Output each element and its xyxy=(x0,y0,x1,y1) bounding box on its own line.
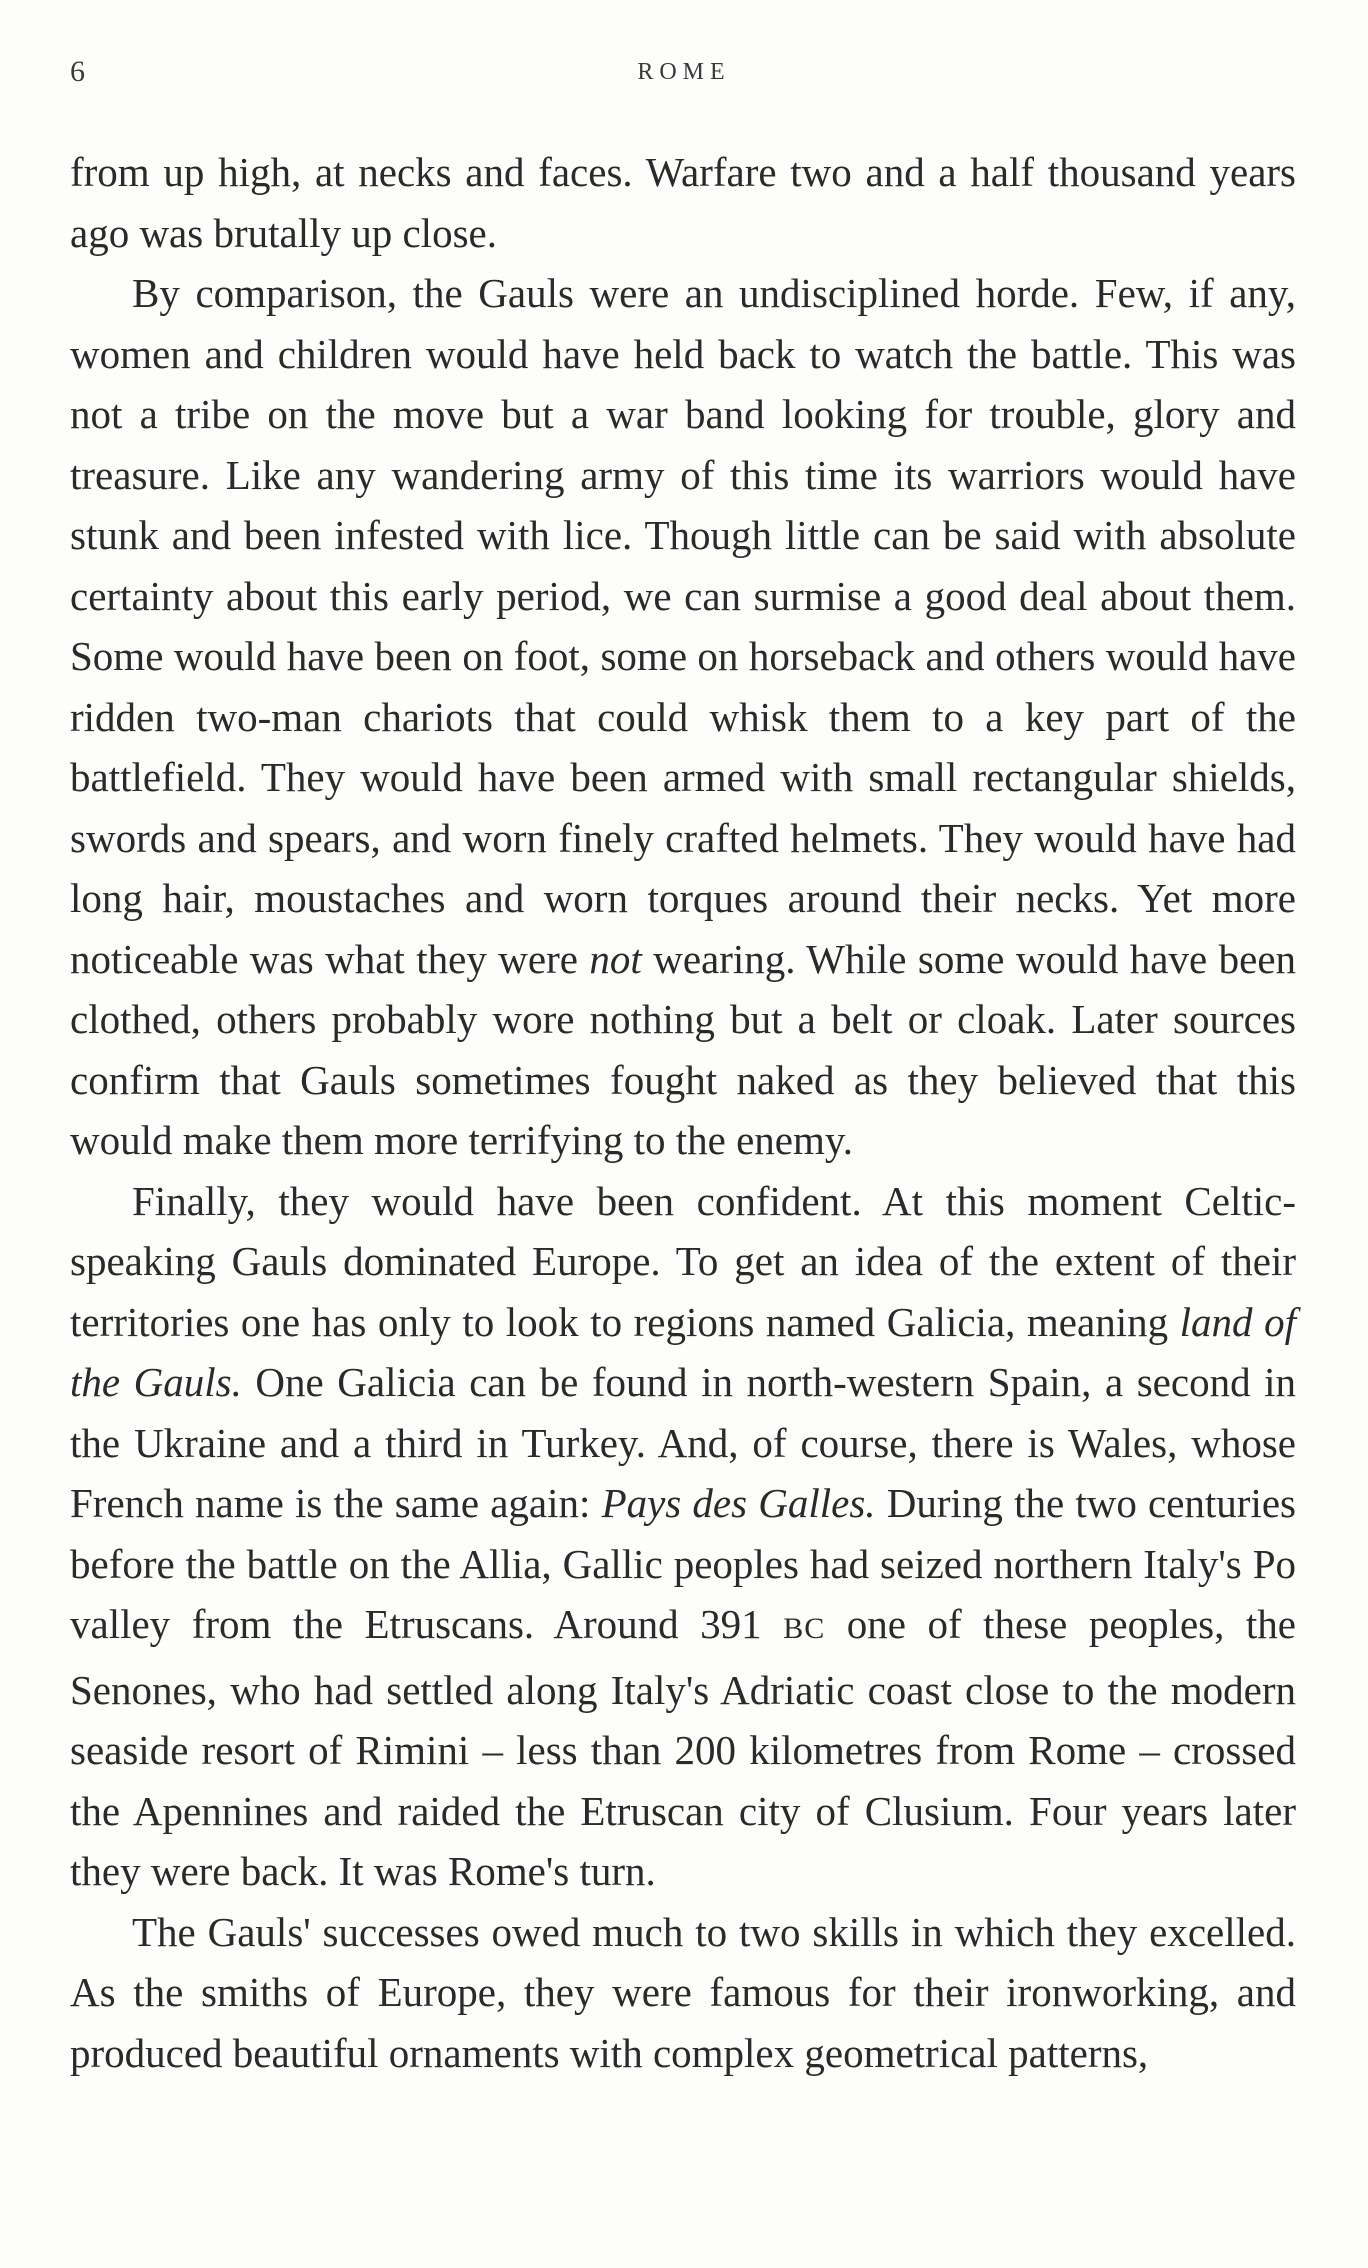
paragraph-3-text-d: one of these peoples, the Senones, who had settled along Italy's Adriatic coast close to the modern seaside resort of Rimini – less than 200 kilometres from Rome – crossed the Apennines and raided the Etruscan city of Clusium. Four years later they were back. It was Rome's turn. xyxy=(70,1601,1296,1894)
paragraph-3-emphasis-2: Pays des Galles. xyxy=(601,1480,876,1526)
paragraph-4: The Gauls' successes owed much to two skills in which they excelled. As the smiths of Europe, they were famous for their ironworking, and produced beautiful ornaments with complex geometrical patterns, xyxy=(70,1908,1296,2076)
body-text xyxy=(70,142,1296,2083)
era-abbreviation: BC xyxy=(783,1612,826,1645)
page-number: 6 xyxy=(70,55,85,88)
paragraph-3-text-c: During the two centuries before the battle on the Allia, Gallic peoples had seized northern Italy's Po valley from the Etruscans. Around 391 xyxy=(70,1480,1297,1647)
running-head xyxy=(70,52,1298,92)
paragraph-3-text-b: One Galicia can be found in north-western Spain, a second in the Ukraine and a third in Turkey. And, of course, there is Wales, whose French name is the same again: xyxy=(70,1359,1297,1526)
paragraph-2-emphasis: not xyxy=(589,935,642,982)
paragraph-3-text-a: Finally, they would have been confident. At this moment Celtic-speaking Gauls dominated Europe. To get an idea of the extent of their territories one has only to look to regions named Galicia, meaning xyxy=(70,1177,1296,1345)
paragraph-3 xyxy=(70,1171,1296,1902)
paragraph-2 xyxy=(70,263,1296,1171)
paragraph-2-text-a: By comparison, the Gauls were an undisciplined horde. Few, if any, women and children would have held back to watch the battle. This was not a tribe on the move but a war band looking for trouble, glory and treasure. Like any wandering army of this time its warriors would have stunk and been infested with lice. Though little can be said with absolute certainty about this early period, we can surmise a good deal about them. Some would have been on foot, some on horseback and others would have ridden two-man chariots that could whisk them to a key part of the battlefield. They would have been armed with small rectangular shields, swords and spears, and worn finely crafted helmets. They would have had long hair, moustaches and worn torques around their necks. Yet more noticeable was what they were xyxy=(70,270,1296,982)
paragraph-1: from up high, at necks and faces. Warfare two and a half thousand years ago was brutally up close. xyxy=(70,149,1296,256)
paragraph-3-emphasis-1: land of the Gauls. xyxy=(70,1298,1296,1405)
running-title: ROME xyxy=(637,59,731,85)
paragraph-2-text-b: wearing. While some would have been clothed, others probably wore nothing but a belt or cloak. Later sources confirm that Gauls sometimes fought naked as they believed that this would make them more terrifying to the enemy. xyxy=(70,935,1297,1163)
